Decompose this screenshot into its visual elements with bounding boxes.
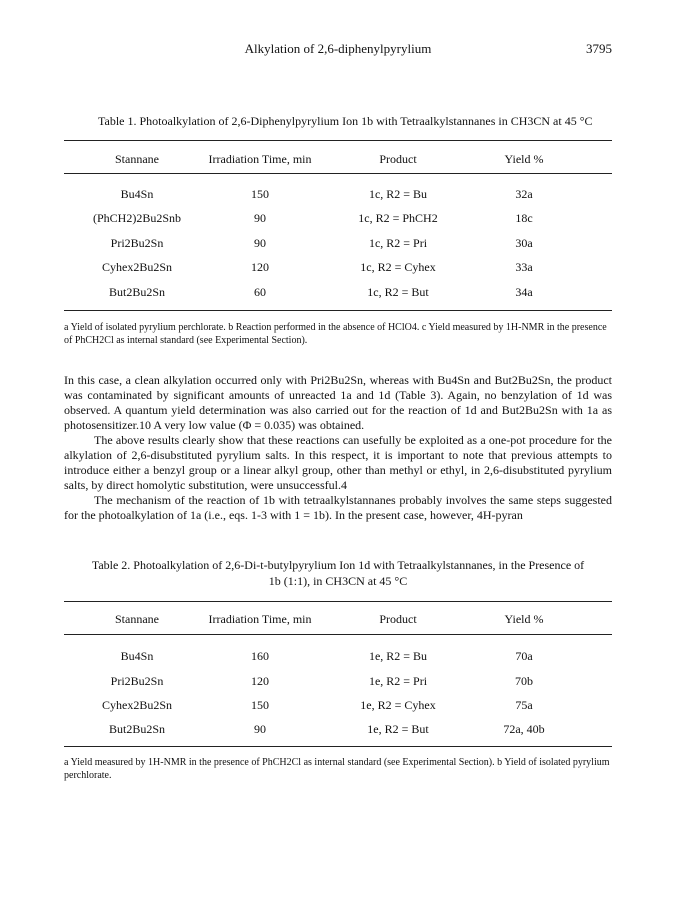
table-cell: 1e, R2 = Cyhex bbox=[360, 698, 436, 712]
table1-col-time: Irradiation Time, min bbox=[208, 152, 312, 166]
table-cell: 72a, 40b bbox=[503, 722, 545, 736]
table-cell: 1c, R2 = PhCH2 bbox=[358, 211, 438, 225]
table2-col-stannane: Stannane bbox=[115, 612, 159, 626]
table2-caption-line: 1b (1:1), in CH3CN at 45 °C bbox=[268, 574, 408, 588]
table-cell: 120 bbox=[251, 260, 269, 274]
table1-bottom-rule bbox=[64, 310, 612, 311]
paragraph: The above results clearly show that these reactions can usefully be exploited as a one-pot procedure for the alkylation of 2,6-disubstituted pyrylium salts. In this respect, it is important to note that previous attempts to introduce either a benzyl group or a linear alkyl group, other than methyl or ethyl, in 2,6-disubstituted pyrylium salts, by direct homolytic substitution, were unsuccessful.4 bbox=[64, 433, 612, 492]
table2-col-yield: Yield % bbox=[504, 612, 544, 626]
table-cell: 150 bbox=[251, 698, 269, 712]
table2-bottom-rule bbox=[64, 746, 612, 747]
table-cell: Cyhex2Bu2Sn bbox=[101, 260, 172, 274]
paragraph: In this case, a clean alkylation occurred only with Pri2Bu2Sn, whereas with Bu4Sn and But2Bu2Sn, the product was contaminated by significant amounts of unreacted 1a and 1d (Table 3). Again, no benzylation of 1d was observed. A quantum yield determination was also carried out for the reaction of 1d and But2Bu2Sn with 1a as photosensitizer.10 A very low value (Φ = 0.035) was obtained. bbox=[64, 373, 612, 432]
table-cell: Bu4Sn bbox=[120, 187, 154, 201]
table1-col-yield: Yield % bbox=[504, 152, 544, 166]
table-cell: 1e, R2 = But bbox=[367, 722, 429, 736]
table-cell: (PhCH2)2Bu2Snb bbox=[92, 211, 181, 225]
table-cell: 1e, R2 = Pri bbox=[368, 674, 428, 688]
running-header: Alkylation of 2,6-diphenylpyrylium bbox=[244, 41, 432, 56]
table-cell: Bu4Sn bbox=[120, 649, 154, 663]
table-cell: 1c, R2 = But bbox=[367, 285, 429, 299]
table-cell: 70b bbox=[515, 674, 533, 688]
table2-caption-line: Table 2. Photoalkylation of 2,6-Di-t-butylpyrylium Ion 1d with Tetraalkylstannanes, in the Presence of bbox=[91, 558, 585, 572]
table1-col-product: Product bbox=[379, 152, 417, 166]
table-cell: 75a bbox=[515, 698, 533, 712]
table2-footnote: a Yield measured by 1H-NMR in the presence of PhCH2Cl as internal standard (see Experimental Section). b Yield of isolated pyrylium perchlorate. bbox=[64, 757, 610, 781]
body-text bbox=[64, 373, 612, 523]
table-cell: 33a bbox=[515, 260, 533, 274]
table-cell: 160 bbox=[251, 649, 269, 663]
table-cell: 120 bbox=[251, 674, 269, 688]
table-cell: 1c, R2 = Pri bbox=[368, 236, 428, 250]
table-cell: 30a bbox=[515, 236, 533, 250]
table2-top-rule bbox=[64, 601, 612, 602]
table-cell: 34a bbox=[515, 285, 533, 299]
table-cell: 1c, R2 = Cyhex bbox=[360, 260, 436, 274]
page-number: 3795 bbox=[586, 41, 612, 56]
table1-header-rule bbox=[64, 173, 612, 174]
table-cell: 1c, R2 = Bu bbox=[368, 187, 428, 201]
table-cell: 1e, R2 = Bu bbox=[368, 649, 428, 663]
table-cell: 150 bbox=[251, 187, 269, 201]
table-cell: 90 bbox=[254, 211, 266, 225]
table-cell: But2Bu2Sn bbox=[108, 722, 165, 736]
table1-col-stannane: Stannane bbox=[115, 152, 159, 166]
table-cell: 90 bbox=[254, 236, 266, 250]
table1-caption: Table 1. Photoalkylation of 2,6-Diphenylpyrylium Ion 1b with Tetraalkylstannanes in CH3CN at 45 °C bbox=[98, 114, 593, 128]
table-cell: 70a bbox=[515, 649, 533, 663]
table-cell: Pri2Bu2Sn bbox=[110, 236, 164, 250]
table-cell: 18c bbox=[515, 211, 533, 225]
table-cell: Pri2Bu2Sn bbox=[110, 674, 164, 688]
table1-top-rule bbox=[64, 140, 612, 141]
table-cell: 32a bbox=[515, 187, 533, 201]
table-cell: But2Bu2Sn bbox=[108, 285, 165, 299]
table2-col-product: Product bbox=[379, 612, 417, 626]
table2-header-rule bbox=[64, 634, 612, 635]
table-cell: Cyhex2Bu2Sn bbox=[101, 698, 172, 712]
table1-footnote: a Yield of isolated pyrylium perchlorate. b Reaction performed in the absence of HClO4. c Yield measured by 1H-NMR in the presence of PhCH2Cl as internal standard (see Experimental Section). bbox=[64, 322, 607, 346]
table2-caption bbox=[64, 557, 612, 589]
table2-col-time: Irradiation Time, min bbox=[208, 612, 312, 626]
table-cell: 60 bbox=[254, 285, 266, 299]
paragraph: The mechanism of the reaction of 1b with tetraalkylstannanes probably involves the same steps suggested for the photoalkylation of 1a (i.e., eqs. 1-3 with 1 = 1b). In the present case, however, 4H-pyran bbox=[64, 493, 612, 522]
table-cell: 90 bbox=[254, 722, 266, 736]
